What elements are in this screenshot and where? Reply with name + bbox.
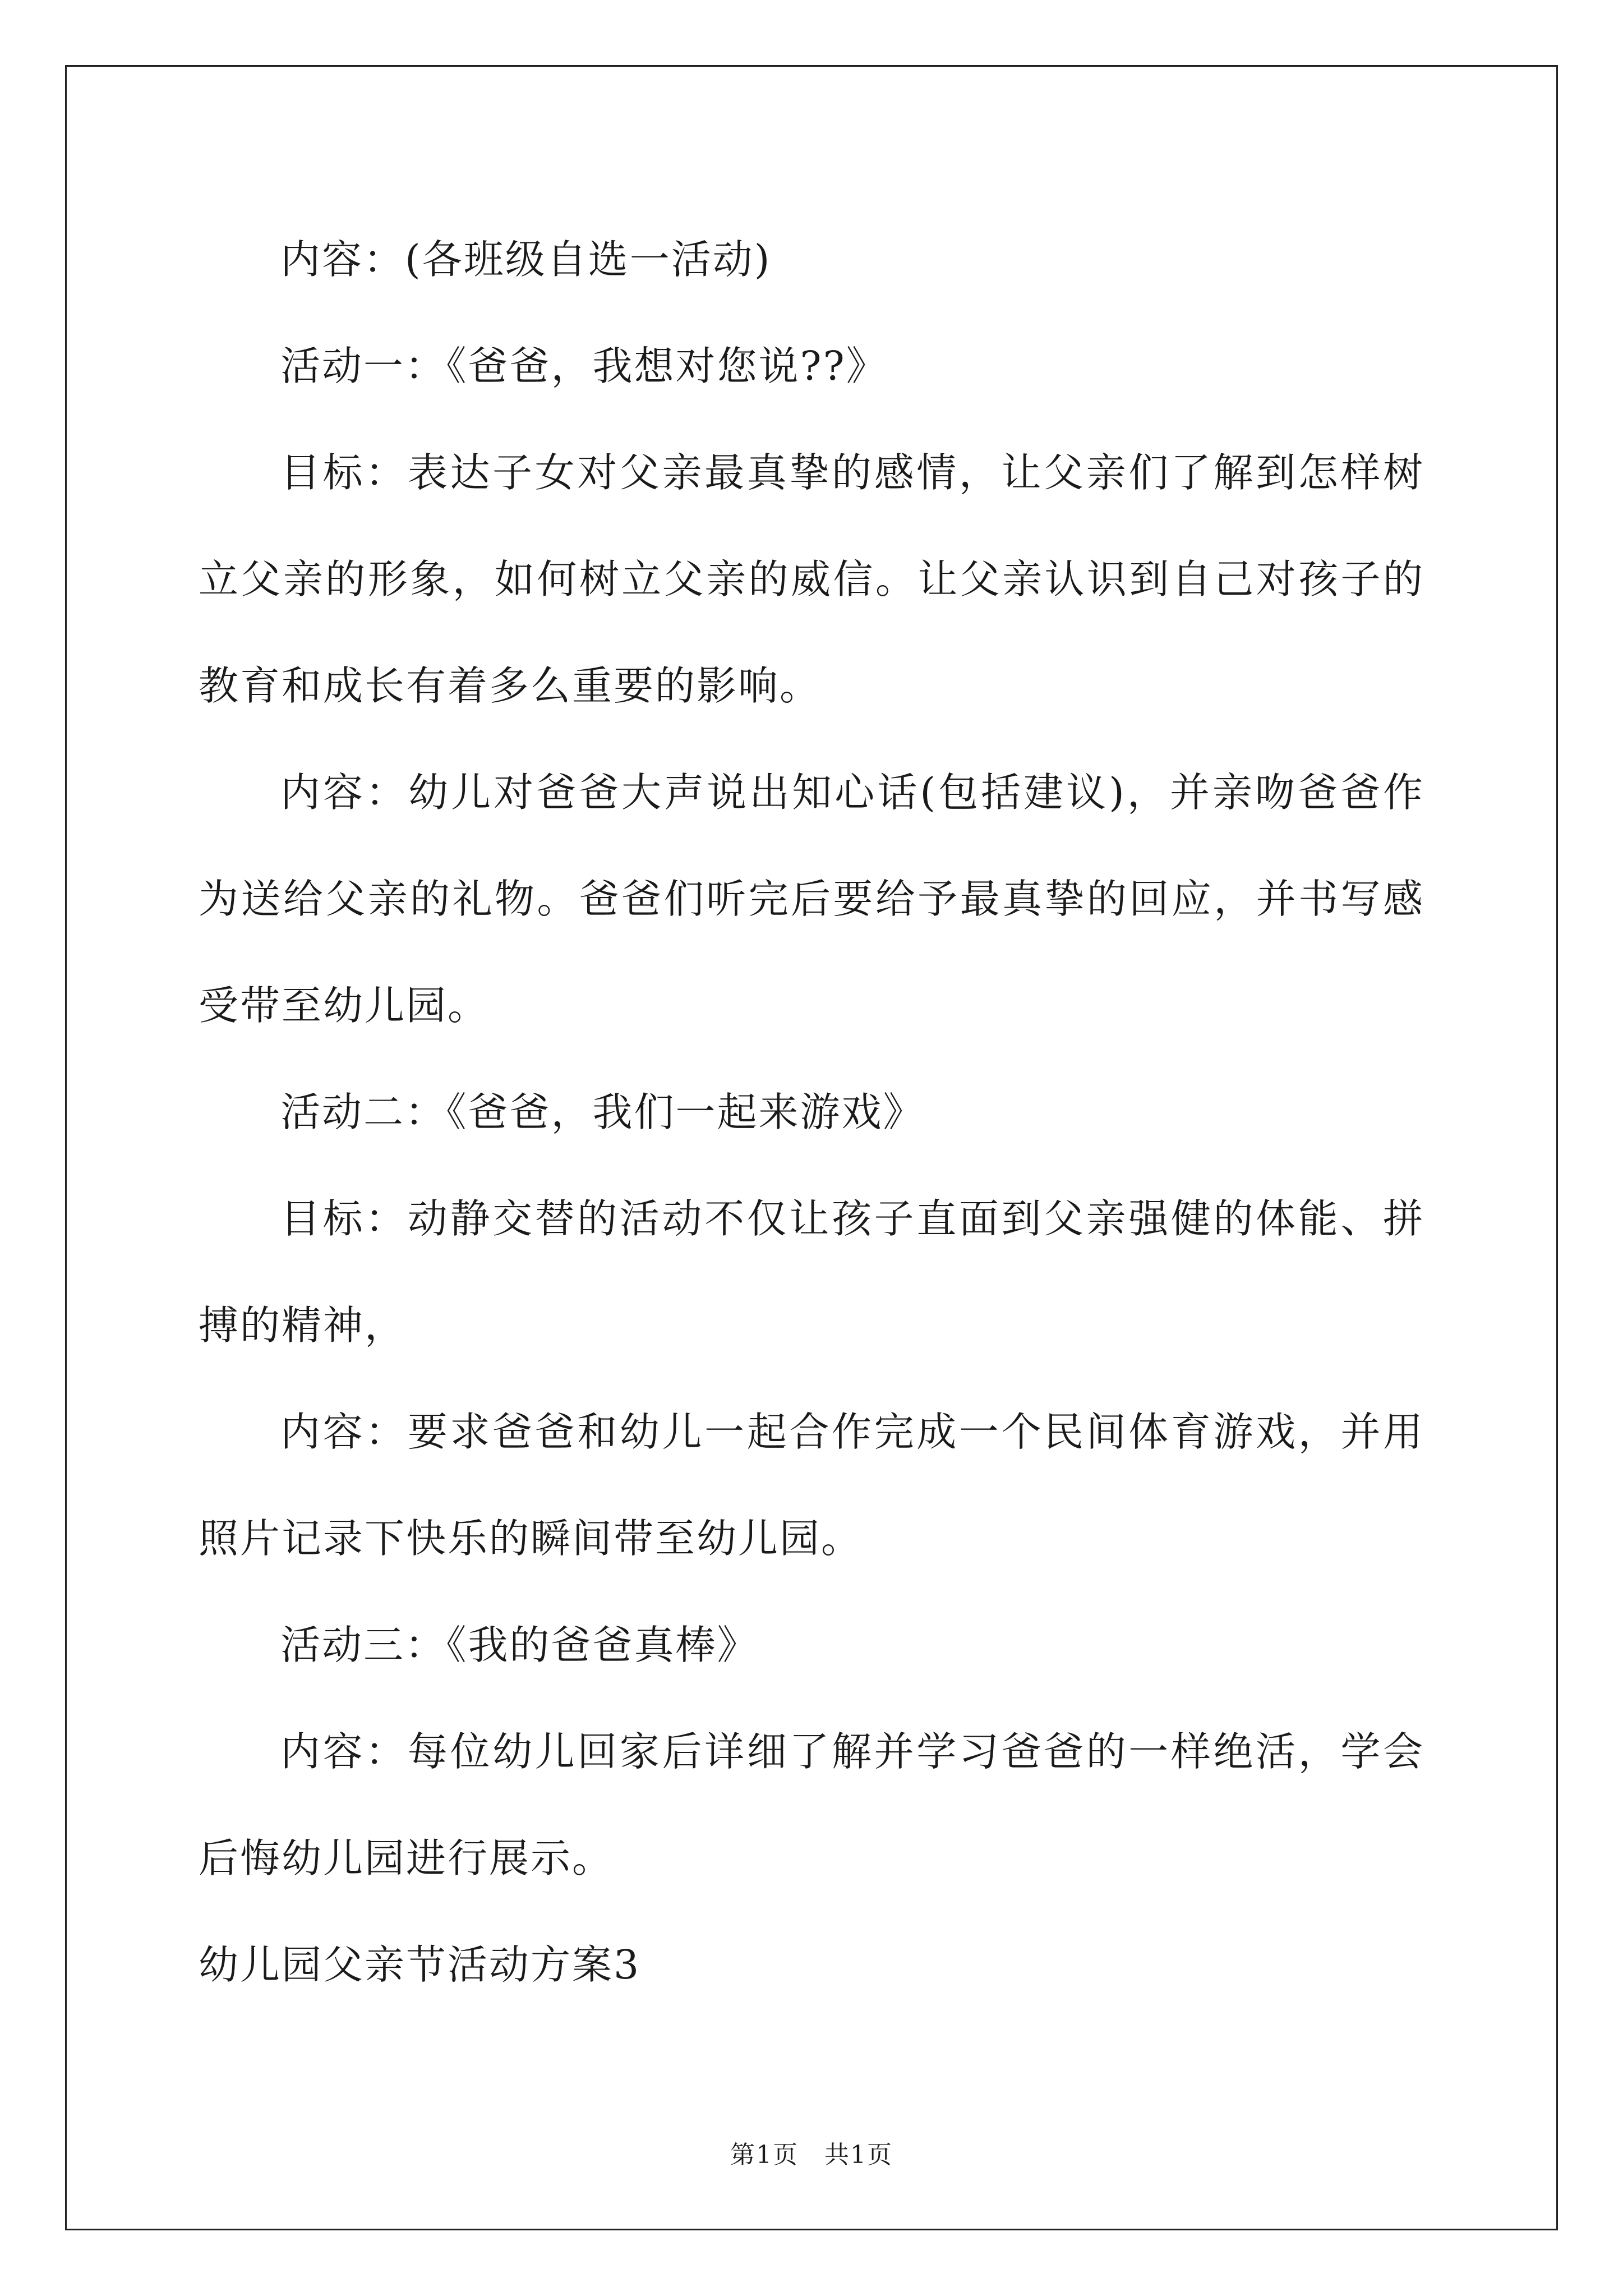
- document-body: [199, 206, 1424, 2018]
- paragraph-activity-3-content: 内容：每位幼儿回家后详细了解并学习爸爸的一样绝活，学会后悔幼儿园进行展示。: [199, 1728, 1424, 1881]
- paragraph-activity-1-title: 活动一：《爸爸，我想对您说??》: [280, 343, 888, 389]
- paragraph-activity-2-goal: 目标：动静交替的活动不仅让孩子直面到父亲强健的体能、拼搏的精神，: [199, 1195, 1424, 1349]
- page-number: 第1页 共1页: [730, 2141, 893, 2169]
- paragraph-activity-3-title: 活动三：《我的爸爸真棒》: [280, 1622, 759, 1668]
- section-heading: 幼儿园父亲节活动方案3: [199, 1941, 641, 1988]
- paragraph-activity-1-content: 内容：幼儿对爸爸大声说出知心话(包括建议)，并亲吻爸爸作为送给父亲的礼物。爸爸们听完后要给予最真挚的回应，并书写感受带至幼儿园。: [199, 769, 1424, 1029]
- paragraph-activity-1-goal: 目标：表达子女对父亲最真挚的感情，让父亲们了解到怎样树立父亲的形象，如何树立父亲的威信。让父亲认识到自己对孩子的教育和成长有着多么重要的影响。: [199, 449, 1424, 709]
- paragraph-content-intro: 内容：(各班级自选一活动): [280, 236, 772, 283]
- paragraph-activity-2-content: 内容：要求爸爸和幼儿一起合作完成一个民间体育游戏，并用照片记录下快乐的瞬间带至幼儿园。: [199, 1409, 1424, 1562]
- paragraph-activity-2-title: 活动二：《爸爸，我们一起来游戏》: [280, 1089, 925, 1135]
